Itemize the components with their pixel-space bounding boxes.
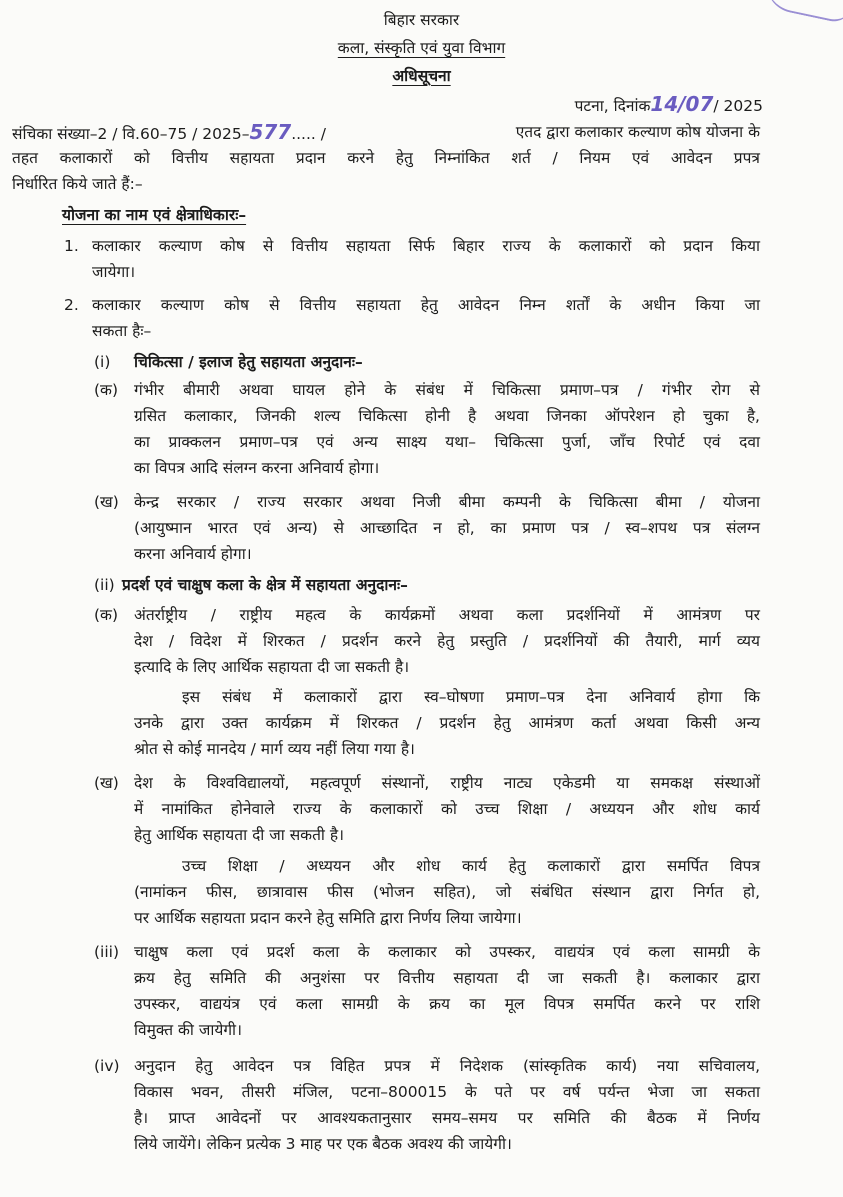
notification-title: अधिसूचना xyxy=(392,67,451,85)
sub-i-ka-line-3: का प्राक्कलन प्रमाण–पत्र एवं अन्य साक्ष्य यथा– चिकित्सा पुर्जा, जाँच रिपोर्ट एवं दवा xyxy=(134,433,760,451)
sub-iv-line-2: विकास भवन, तीसरी मंजिल, पटना–800015 के पते पर वर्ष पर्यन्त भेजा जा सकता xyxy=(134,1083,760,1101)
sub-i-heading: चिकित्सा / इलाज हेतु सहायता अनुदानः– xyxy=(134,353,363,371)
sub-i-ka-line-1: गंभीर बीमारी अथवा घायल होने के संबंध में चिकित्सा प्रमाण–पत्र / गंभीर रोग से xyxy=(134,381,760,399)
item-2-number: 2. xyxy=(64,296,79,314)
file-ref-prefix: संचिका संख्या–2 / वि.60–75 / 2025– xyxy=(12,125,250,143)
place-date xyxy=(575,92,763,119)
handwritten-file-number: 577 xyxy=(249,120,292,144)
sub-i-ka-line-2: ग्रसित कलाकार, जिनकी शल्य चिकित्सा होनी है अथवा जिनका ऑपरेशन हो चुका है, xyxy=(134,407,760,425)
place-date-prefix: पटना, दिनांक xyxy=(574,97,651,115)
sub-iii-line-4: विमुक्त की जायेगी। xyxy=(134,1021,242,1039)
sub-ii-kha-para2-line-1: उच्च शिक्षा / अध्ययन और शोध कार्य हेतु कलाकारों द्वारा समर्पित विपत्र xyxy=(182,857,760,875)
sub-i-ka-label: (क) xyxy=(94,381,118,399)
sub-ii-kha-line-2: में नामांकित होनेवाले राज्य के कलाकारों को उच्च शिक्षा / अध्ययन और शोध कार्य xyxy=(134,800,760,818)
item-1-line-1: कलाकार कल्याण कोष से वित्तीय सहायता सिर्फ बिहार राज्य के कलाकारों को प्रदान किया xyxy=(92,237,760,255)
sub-i-kha-line-2: (आयुष्मान भारत एवं अन्य) से आच्छादित न हो, का प्रमाण पत्र / स्व–शपथ पत्र संलग्न xyxy=(134,519,760,537)
section-heading xyxy=(62,203,246,228)
file-ref-line-1-rest: एतद द्वारा कलाकार कल्याण कोष योजना के xyxy=(515,123,760,141)
file-ref-number xyxy=(12,120,326,147)
sub-ii-ka-label: (क) xyxy=(94,606,118,624)
item-1-number: 1. xyxy=(64,237,79,255)
sub-ii-kha-para2-line-2: (नामांकन फीस, छात्रावास फीस (भोजन सहित), जो संबंधित संस्थान द्वारा निर्गत हो, xyxy=(134,883,760,901)
sub-i-label: (i) xyxy=(94,353,111,371)
department-wrap xyxy=(0,36,843,61)
sub-ii-ka-line-3: इत्यादि के लिए आर्थिक सहायता दी जा सकती है। xyxy=(134,658,410,676)
sub-i-kha-line-3: करना अनिवार्य होगा। xyxy=(134,545,252,563)
title-wrap xyxy=(0,64,843,89)
sub-ii-kha-para2-line-3: पर आर्थिक सहायता प्रदान करने हेतु समिति द्वारा निर्णय लिया जायेगा। xyxy=(134,909,522,927)
sub-ii-heading: प्रदर्श एवं चाक्षुष कला के क्षेत्र में सहायता अनुदानः– xyxy=(122,576,408,594)
sub-iv-line-3: है। प्राप्त आवेदनों पर आवश्यकतानुसार समय–समय पर समिति की बैठक में निर्णय xyxy=(134,1109,760,1127)
item-2-line-1: कलाकार कल्याण कोष से वित्तीय सहायता हेतु आवेदन निम्न शर्तों के अधीन किया जा xyxy=(92,296,760,314)
sub-ii-ka-para2-line-2: उनके द्वारा उक्त कार्यक्रम में शिरकत / प्रदर्शन हेतु आमंत्रण कर्ता अथवा किसी अन्य xyxy=(134,714,760,732)
sub-i-kha-label: (ख) xyxy=(94,493,119,511)
sub-iv-line-1: अनुदान हेतु आवेदन पत्र विहित प्रपत्र में निदेशक (सांस्कृतिक कार्य) नया सचिवालय, xyxy=(134,1057,760,1075)
file-ref-line-1 xyxy=(12,120,760,147)
file-ref-suffix: ..... / xyxy=(291,125,326,143)
govt-name: बिहार सरकार xyxy=(383,11,460,29)
file-ref-line-3: निर्धारित किये जाते हैं:– xyxy=(12,175,143,193)
sub-ii-label: (ii) xyxy=(94,576,115,594)
item-2-line-2: सकता हैः– xyxy=(92,322,152,340)
item-1-line-2: जायेगा। xyxy=(92,263,136,281)
sub-iii-label: (iii) xyxy=(94,943,120,961)
sub-ii-ka-line-2: देश / विदेश में शिरकत / प्रदर्शन करने हेतु प्रस्तुति / प्रदर्शनियों की तैयारी, मार्ग व्यय xyxy=(134,632,760,650)
sub-ii-ka-para2-line-3: श्रोत से कोई मानदेय / मार्ग व्यय नहीं लिया गया है। xyxy=(134,740,415,758)
department-name: कला, संस्कृति एवं युवा विभाग xyxy=(337,39,506,57)
sub-iii-line-2: क्रय हेतु समिति की अनुशंसा पर वित्तीय सहायता दी जा सकती है। कलाकार द्वारा xyxy=(134,969,760,987)
sub-ii-kha-line-1: देश के विश्वविद्यालयों, महत्वपूर्ण संस्थानों, राष्ट्रीय नाट्य एकेडमी या समकक्ष संस्थाओं xyxy=(134,774,760,792)
sub-iii-line-1: चाक्षुष कला एवं प्रदर्श कला के कलाकार को उपस्कर, वाद्ययंत्र एवं कला सामग्री के xyxy=(134,943,760,961)
handwritten-date: 14/07 xyxy=(650,92,714,116)
file-ref-line-2: तहत कलाकारों को वित्तीय सहायता प्रदान करने हेतु निम्नांकित शर्त / नियम एवं आवेदन प्रपत्र xyxy=(12,149,760,167)
sub-ii-kha-label: (ख) xyxy=(94,774,119,792)
sub-iv-line-4: लिये जायेंगे। लेकिन प्रत्येक 3 माह पर एक बैठक अवश्य की जायेगी। xyxy=(134,1135,512,1153)
section-heading-text: योजना का नाम एवं क्षेत्राधिकारः– xyxy=(62,206,247,224)
place-date-year: / 2025 xyxy=(713,97,763,115)
sub-iv-label: (iv) xyxy=(94,1057,120,1075)
sub-ii-ka-line-1: अंतर्राष्ट्रीय / राष्ट्रीय महत्व के कार्यक्रमों अथवा कला प्रदर्शनियों में आमंत्रण पर xyxy=(134,606,760,624)
sub-ii-kha-line-3: हेतु आर्थिक सहायता दी जा सकती है। xyxy=(134,826,344,844)
sub-i-ka-line-4: का विपत्र आदि संलग्न करना अनिवार्य होगा। xyxy=(134,459,380,477)
sub-ii-ka-para2-line-1: इस संबंध में कलाकारों द्वारा स्व–घोषणा प्रमाण–पत्र देना अनिवार्य होगा कि xyxy=(182,688,760,706)
sub-iii-line-3: उपस्कर, वाद्ययंत्र एवं कला सामग्री के क्रय का मूल विपत्र समर्पित करने पर राशि xyxy=(134,995,760,1013)
sub-i-kha-line-1: केन्द्र सरकार / राज्य सरकार अथवा निजी बीमा कम्पनी के चिकित्सा बीमा / योजना xyxy=(134,493,760,511)
